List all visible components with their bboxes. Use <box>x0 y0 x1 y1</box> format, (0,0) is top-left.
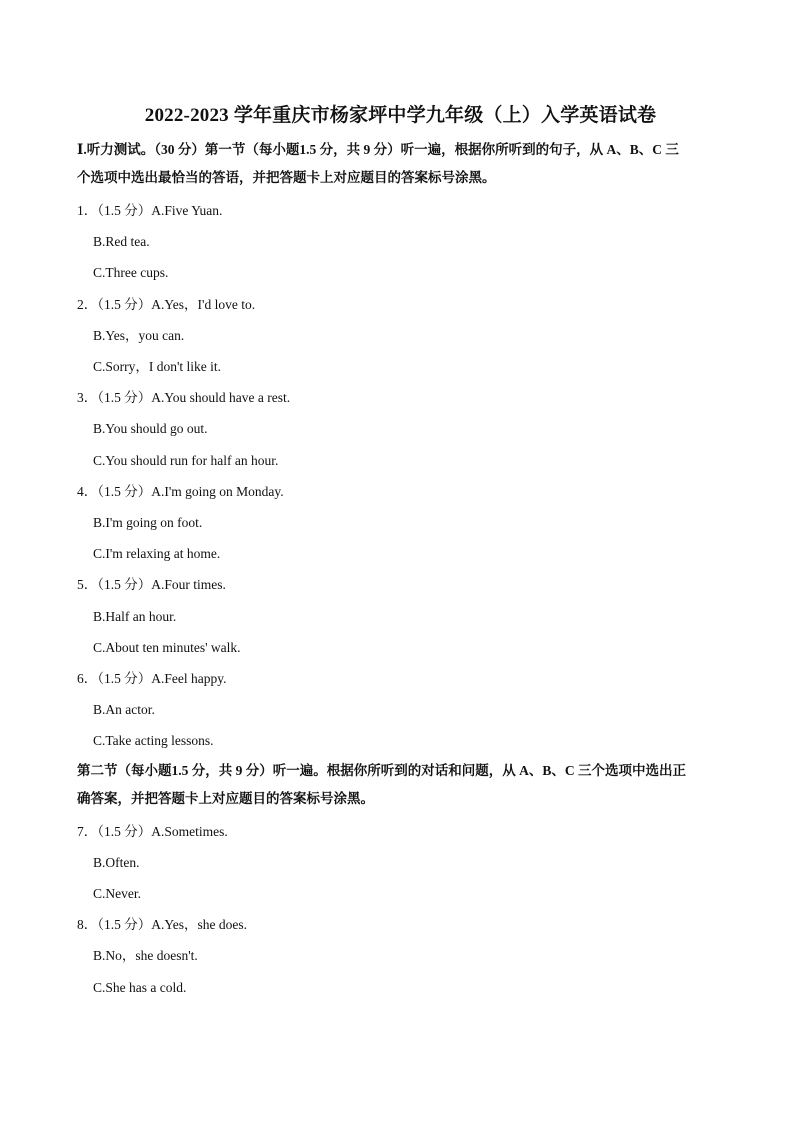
question-4-option-c: C.I'm relaxing at home. <box>93 546 221 562</box>
question-3-option-c: C.You should run for half an hour. <box>93 452 279 468</box>
question-3-option-b: B.You should go out. <box>93 421 208 437</box>
question-2-stem: 2．（1.5 分）A.Yes，I'd love to. <box>77 296 256 312</box>
question-5 <box>77 569 724 663</box>
question-7-option-b: B.Often. <box>93 854 140 870</box>
section2-question-list <box>77 816 724 1003</box>
question-2-option-b: B.Yes，you can. <box>93 327 185 343</box>
exam-title: 2022-2023 学年重庆市杨家坪中学九年级（上）入学英语试卷 <box>144 105 657 126</box>
question-4 <box>77 476 724 570</box>
question-8 <box>77 909 724 1003</box>
question-4-option-b: B.I'm going on foot. <box>93 515 203 531</box>
section1-instruction <box>77 136 724 192</box>
question-5-option-c: C.About ten minutes' walk. <box>93 639 241 655</box>
question-5-option-b: B.Half an hour. <box>93 608 177 624</box>
question-6 <box>77 663 724 757</box>
question-8-option-b: B.No，she doesn't. <box>93 948 198 964</box>
question-7-option-c: C.Never. <box>93 886 141 902</box>
question-8-option-c: C.She has a cold. <box>93 979 187 995</box>
question-2 <box>77 289 724 383</box>
question-2-option-c: C.Sorry，I don't like it. <box>93 359 222 375</box>
question-5-stem: 5．（1.5 分）A.Four times. <box>77 577 226 593</box>
section2-instruction-line1: 第二节（每小题1.5 分，共 9 分）听一遍。根据你所听到的对话和问题，从 A、B、C 三个选项中选出正 <box>77 762 687 778</box>
question-7-stem: 7．（1.5 分）A.Sometimes. <box>77 823 228 839</box>
question-3-stem: 3．（1.5 分）A.You should have a rest. <box>77 390 291 406</box>
section1-instruction-line1: Ⅰ.听力测试。（30 分）第一节（每小题1.5 分，共 9 分）听一遍，根据你所听到的句子，从 A、B、C 三 <box>77 142 679 157</box>
section1-instruction-line2: 个选项中选出最恰当的答语，并把答题卡上对应题目的答案标号涂黑。 <box>77 170 496 185</box>
section1-question-list <box>77 195 724 757</box>
question-1-stem: 1．（1.5 分）A.Five Yuan. <box>77 203 223 218</box>
question-3 <box>77 382 724 476</box>
section2-instruction-line2: 确答案，并把答题卡上对应题目的答案标号涂黑。 <box>77 790 374 806</box>
question-1-option-b: B.Red tea. <box>93 234 150 250</box>
question-6-stem: 6．（1.5 分）A.Feel happy. <box>77 671 227 687</box>
question-8-stem: 8．（1.5 分）A.Yes，she does. <box>77 917 248 933</box>
question-6-option-c: C.Take acting lessons. <box>93 733 214 749</box>
question-4-stem: 4．（1.5 分）A.I'm going on Monday. <box>77 483 284 499</box>
question-6-option-b: B.An actor. <box>93 702 155 718</box>
question-1 <box>77 195 724 289</box>
question-1-option-c: C.Three cups. <box>93 265 169 281</box>
section2-instruction <box>77 757 724 813</box>
question-7 <box>77 816 724 910</box>
